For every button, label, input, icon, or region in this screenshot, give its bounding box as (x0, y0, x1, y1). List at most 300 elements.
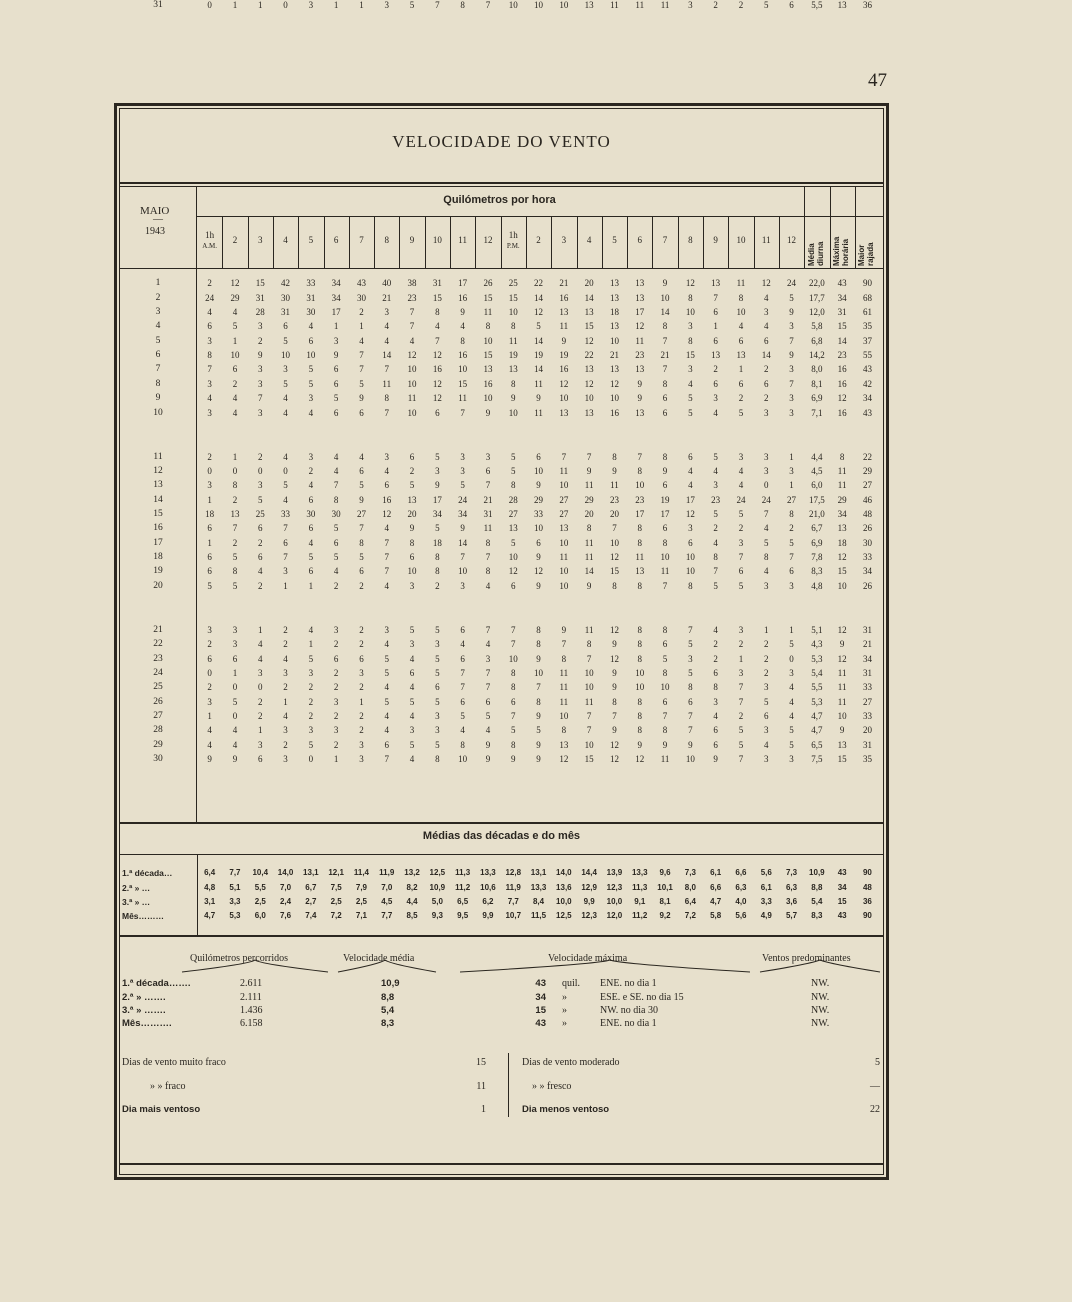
cell-value: 8 (637, 523, 642, 533)
cell-value: 3 (688, 654, 693, 664)
summary-desc: ENE. no dia 1 (600, 1018, 657, 1029)
cell-value: 3 (435, 639, 440, 649)
cell-value: 5 (384, 697, 389, 707)
cell-value: 9 (511, 393, 516, 403)
cell-value: 9 (536, 754, 541, 764)
days-left-value: 1 (481, 1104, 486, 1115)
decade-value: 6,6 (735, 868, 747, 877)
cell-value: 13 (609, 321, 619, 331)
decade-value: 7,7 (381, 911, 393, 920)
cell-value: 8 (460, 740, 465, 750)
cell-value: 11 (736, 278, 746, 288)
cell-value: 7 (283, 552, 288, 562)
cell-value: 6 (333, 364, 339, 374)
cell-value: 30 (281, 293, 291, 303)
cell-value: 14 (761, 350, 771, 360)
cell-value: 10 (508, 654, 518, 664)
cell-value: 27 (356, 509, 366, 519)
cell-value: 24 (458, 495, 468, 505)
summary-vento: NW. (811, 1018, 830, 1029)
hour-header: 2 (232, 235, 238, 245)
rule (119, 935, 884, 937)
summary-vmedia: 8,3 (381, 1018, 395, 1029)
cell-value: 9 (612, 725, 617, 735)
cell-value: 3 (764, 307, 769, 317)
cell-value: 24 (761, 495, 771, 505)
cell-value: 3 (713, 480, 718, 490)
cell-value: 4,7 (811, 725, 823, 735)
cell-value: 7 (789, 336, 794, 346)
cell-value: 4 (283, 654, 288, 664)
cell-value: 21 (660, 350, 670, 360)
cell-value: 4 (283, 393, 288, 403)
cell-value: 29 (837, 495, 847, 505)
cell-value: 6 (232, 364, 238, 374)
cell-value: 10 (685, 566, 695, 576)
cell-value: 8 (511, 668, 516, 678)
cell-value: 5 (460, 480, 465, 490)
cell-value: 26 (862, 523, 872, 533)
cell-value: 6 (333, 654, 339, 664)
decade-value: 4,8 (204, 883, 216, 892)
cell-value: 13 (609, 293, 619, 303)
hour-header: 1h (508, 230, 518, 240)
decade-value: 12,5 (429, 868, 446, 877)
cell-value: 5 (789, 293, 794, 303)
cell-value: 14 (382, 350, 392, 360)
cell-value: 15 (685, 350, 695, 360)
cell-value: 12 (685, 509, 695, 519)
cell-value: 2 (333, 740, 339, 750)
decade-value: 5,5 (254, 883, 266, 892)
cell-value: 8 (637, 654, 642, 664)
cell-value: 3 (713, 393, 718, 403)
extra-header (807, 218, 827, 266)
cell-value: 12 (534, 307, 544, 317)
cell-value: 7 (384, 364, 389, 374)
decade-value: 10,9 (809, 868, 825, 877)
cell-value: 4 (485, 639, 491, 649)
cell-value: 10 (458, 754, 468, 764)
summary-vmedia-header: Velocidade média (343, 953, 415, 964)
cell-value: 10 (559, 480, 569, 490)
hour-header: 11 (761, 235, 771, 245)
cell-value: 3 (409, 725, 415, 735)
cell-value: 15 (508, 293, 518, 303)
cell-value: 4 (308, 480, 314, 490)
cell-value: 16 (559, 293, 569, 303)
cell-value: 3 (738, 668, 744, 678)
cell-value: 13 (837, 740, 847, 750)
cell-value: 4 (688, 466, 693, 476)
cell-value: 5 (409, 697, 415, 707)
cell-value: 4 (258, 566, 263, 576)
cell-value: 13 (584, 408, 594, 418)
cell-value: 7 (359, 364, 364, 374)
cell-value: 13 (559, 307, 569, 317)
cell-value: 4 (789, 697, 794, 707)
cell-value: 48 (862, 509, 872, 519)
cell-value: 6 (662, 639, 668, 649)
decade-value: 10,7 (505, 911, 522, 920)
cell-value: 11 (837, 466, 847, 476)
cell-value: 8 (460, 336, 465, 346)
cell-value: 20 (584, 509, 594, 519)
cell-value: 7 (713, 566, 718, 576)
cell-value: 16 (458, 350, 468, 360)
cell-value: 8 (612, 452, 617, 462)
decade-value: 5,1 (229, 883, 241, 892)
cell-value: 4 (713, 711, 718, 721)
summary-vmedia: 5,4 (381, 1005, 395, 1016)
cell-value: 8 (662, 668, 668, 678)
cell-value: 13 (736, 350, 746, 360)
cell-value: 0 (283, 0, 288, 10)
cell-value: 9 (789, 307, 794, 317)
cell-value: 2 (333, 711, 339, 721)
decade-value: 11,4 (353, 868, 369, 877)
cell-value: 13 (609, 278, 619, 288)
cell-value: 5 (688, 408, 693, 418)
cell-value: 26 (862, 581, 872, 591)
cell-value: 8 (637, 697, 642, 707)
cell-value: 7,8 (811, 552, 823, 562)
summary-label: 1.ª década……. (122, 978, 191, 989)
cell-value: 5 (283, 336, 288, 346)
cell-value: 7 (561, 452, 567, 462)
cell-value: 3 (258, 480, 263, 490)
cell-value: 2 (359, 682, 364, 692)
decade-value: 7,5 (330, 883, 342, 892)
row-day: 8 (155, 379, 161, 389)
row-day: 28 (153, 725, 163, 735)
decade-value: 4,9 (760, 911, 772, 920)
cell-value: 13 (609, 364, 619, 374)
cell-value: 12 (559, 379, 569, 389)
cell-value: 12 (837, 625, 847, 635)
decade-value: 2,5 (330, 897, 342, 906)
cell-value: 34 (432, 509, 442, 519)
cell-value: 14 (534, 336, 544, 346)
cell-value: 4 (333, 566, 339, 576)
cell-value: 4 (283, 711, 288, 721)
cell-value: 4 (207, 740, 212, 750)
cell-value: 2 (738, 393, 744, 403)
decade-value: 5,6 (735, 911, 747, 920)
cell-value: 3 (308, 0, 314, 10)
cell-value: 2 (713, 654, 718, 664)
cell-value: 31 (862, 625, 872, 635)
cell-value: 11 (559, 552, 569, 562)
decade-value: 43 (837, 911, 847, 920)
cell-value: 3 (789, 754, 794, 764)
summary-vmedia: 8,8 (381, 992, 395, 1003)
cell-value: 3 (789, 668, 794, 678)
cell-value: 22 (584, 350, 594, 360)
cell-value: 3 (333, 725, 339, 735)
cell-value: 6 (308, 495, 314, 505)
cell-value: 19 (559, 350, 569, 360)
cell-value: 5 (738, 408, 744, 418)
cell-value: 3 (460, 581, 465, 591)
cell-value: 7 (713, 293, 718, 303)
summary-vmax: 15 (535, 1005, 546, 1016)
cell-value: 10 (635, 682, 645, 692)
cell-value: 8 (485, 538, 491, 548)
cell-value: 20 (407, 509, 417, 519)
decade-value: 9,9 (482, 911, 494, 920)
cell-value: 12 (761, 278, 771, 288)
cell-value: 2 (258, 336, 263, 346)
cell-value: 7 (586, 654, 592, 664)
cell-value: 10 (635, 480, 645, 490)
days-left-value: 11 (476, 1081, 486, 1092)
decade-value: 7,0 (381, 883, 393, 892)
cell-value: 3 (308, 725, 314, 735)
decade-value: 43 (837, 868, 847, 877)
cell-value: 6 (308, 523, 314, 533)
days-left-value: 15 (476, 1057, 486, 1068)
cell-value: 2 (764, 668, 769, 678)
cell-value: 7 (662, 711, 668, 721)
cell-value: 2 (207, 452, 212, 462)
cell-value: 43 (356, 278, 366, 288)
cell-value: 2 (359, 581, 364, 591)
hour-header: 5 (308, 235, 314, 245)
cell-value: 9 (485, 754, 491, 764)
hour-header: 8 (688, 235, 693, 245)
cell-value: 10 (306, 350, 316, 360)
cell-value: 11 (660, 0, 670, 10)
cell-value: 1 (333, 0, 339, 10)
cell-value: 3 (688, 364, 693, 374)
summary-km: 6.158 (240, 1018, 263, 1029)
cell-value: 0 (207, 668, 212, 678)
cell-value: 4 (359, 452, 364, 462)
cell-value: 4 (409, 711, 415, 721)
summary-label: 3.ª » ……. (122, 1005, 166, 1016)
cell-value: 6 (662, 523, 668, 533)
cell-value: 6 (688, 452, 693, 462)
cell-value: 13 (230, 509, 240, 519)
cell-value: 6 (536, 538, 541, 548)
cell-value: 5 (409, 480, 415, 490)
cell-value: 5,3 (811, 654, 823, 664)
rule (804, 186, 805, 268)
cell-value: 12 (635, 754, 645, 764)
cell-value: 43 (862, 408, 872, 418)
decade-value: 12,5 (556, 911, 572, 920)
cell-value: 8 (637, 639, 642, 649)
cell-value: 33 (862, 711, 872, 721)
decade-value: 14,0 (556, 868, 572, 877)
cell-value: 2 (207, 682, 212, 692)
cell-value: 9 (536, 740, 541, 750)
cell-value: 23 (635, 350, 645, 360)
row-day: 30 (153, 754, 163, 764)
cell-value: 12 (432, 379, 442, 389)
cell-value: 13 (483, 364, 493, 374)
cell-value: 5 (511, 725, 516, 735)
cell-value: 21 (382, 293, 392, 303)
cell-value: 7 (359, 523, 364, 533)
decade-value: 4,5 (381, 897, 393, 906)
cell-value: 2 (232, 538, 238, 548)
cell-value: 5 (789, 639, 794, 649)
row-day: 13 (153, 480, 163, 490)
cell-value: 8 (333, 495, 339, 505)
rule (855, 186, 856, 268)
decade-value: 6,4 (204, 868, 216, 877)
cell-value: 13 (635, 566, 645, 576)
cell-value: 10 (230, 350, 240, 360)
cell-value: 3 (207, 379, 212, 389)
cell-value: 7 (435, 336, 440, 346)
decade-value: 15 (837, 897, 847, 906)
cell-value: 6 (359, 566, 364, 576)
cell-value: 6 (283, 321, 288, 331)
row-day: 16 (153, 523, 163, 533)
cell-value: 8 (688, 293, 693, 303)
cell-value: 12 (559, 754, 569, 764)
decade-value: 12,1 (328, 868, 344, 877)
cell-value: 9 (258, 350, 263, 360)
cell-value: 11 (559, 321, 569, 331)
cell-value: 30 (331, 509, 341, 519)
cell-value: 3 (308, 452, 314, 462)
cell-value: 1 (359, 0, 364, 10)
cell-value: 13 (584, 364, 594, 374)
decade-value: 7,1 (355, 911, 367, 920)
cell-value: 10 (458, 566, 468, 576)
decade-value: 13,2 (404, 868, 420, 877)
cell-value: 4 (308, 538, 314, 548)
cell-value: 7 (485, 0, 491, 10)
cell-value: 5 (384, 668, 389, 678)
cell-value: 4 (409, 682, 415, 692)
cell-value: 3 (789, 581, 794, 591)
cell-value: 9 (333, 350, 339, 360)
cell-value: 9 (586, 581, 592, 591)
cell-value: 9 (536, 552, 541, 562)
decade-value: 14,0 (277, 868, 294, 877)
cell-value: 1 (738, 364, 744, 374)
cell-value: 18 (432, 538, 442, 548)
cell-value: 3 (384, 307, 389, 317)
cell-value: 5 (333, 393, 339, 403)
cell-value: 9 (662, 278, 668, 288)
decade-value: 13,9 (606, 868, 623, 877)
cell-value: 29 (534, 495, 544, 505)
cell-value: 4 (283, 408, 288, 418)
cell-value: 3 (688, 523, 693, 533)
cell-value: 9 (536, 480, 541, 490)
cell-value: 5 (258, 495, 263, 505)
cell-value: 6 (764, 711, 769, 721)
cell-value: 12 (508, 566, 518, 576)
cell-value: 12 (382, 509, 392, 519)
cell-value: 6 (713, 740, 718, 750)
cell-value: 6 (435, 682, 440, 692)
cell-value: 5 (435, 740, 440, 750)
cell-value: 6 (738, 566, 744, 576)
cell-value: 17 (635, 307, 645, 317)
cell-value: 21 (609, 350, 619, 360)
cell-value: 11 (584, 625, 594, 635)
cell-value: 10 (407, 408, 417, 418)
cell-value: 4 (764, 523, 769, 533)
rule (197, 854, 198, 935)
cell-value: 6,8 (811, 336, 823, 346)
cell-value: 8,0 (811, 364, 823, 374)
decade-value: 6,4 (684, 897, 696, 906)
cell-value: 8 (435, 754, 440, 764)
cell-value: 18 (837, 538, 847, 548)
hour-header: 7 (359, 235, 364, 245)
cell-value: 14 (584, 293, 594, 303)
cell-value: 6 (789, 566, 794, 576)
cell-value: 3 (333, 697, 339, 707)
cell-value: 4 (384, 466, 389, 476)
cell-value: 3 (789, 321, 794, 331)
cell-value: 9 (536, 711, 541, 721)
cell-value: 34 (458, 509, 468, 519)
cell-value: 11 (382, 379, 392, 389)
cell-value: 5 (764, 697, 769, 707)
cell-value: 12 (432, 393, 442, 403)
cell-value: 3 (485, 654, 491, 664)
cell-value: 5 (435, 654, 440, 664)
cell-value: 5,4 (811, 668, 823, 678)
cell-value: 5 (232, 581, 238, 591)
cell-value: 10 (534, 668, 544, 678)
cell-value: 2 (738, 523, 744, 533)
cell-value: 7 (258, 393, 263, 403)
cell-value: 6 (207, 321, 212, 331)
cell-value: 4 (333, 466, 339, 476)
cell-value: 5 (435, 697, 440, 707)
days-right-label: » » fresco (532, 1081, 572, 1092)
cell-value: 12 (609, 625, 619, 635)
cell-value: 3 (384, 0, 389, 10)
cell-value: 5 (359, 480, 364, 490)
cell-value: 3 (384, 452, 389, 462)
cell-value: 8,3 (811, 566, 823, 576)
cell-value: 1 (308, 581, 314, 591)
cell-value: 29 (230, 293, 240, 303)
cell-value: 8 (536, 625, 541, 635)
cell-value: 5,5 (811, 682, 823, 692)
cell-value: 17 (660, 509, 670, 519)
cell-value: 10 (837, 581, 847, 591)
cell-value: 9 (232, 754, 238, 764)
decade-value: 6,0 (254, 911, 266, 920)
cell-value: 3 (764, 452, 769, 462)
decade-value: 4,4 (406, 897, 418, 906)
row-day: 15 (153, 509, 163, 519)
cell-value: 3 (283, 725, 288, 735)
cell-value: 8 (359, 538, 364, 548)
cell-value: 1 (308, 639, 314, 649)
cell-value: 3 (738, 625, 744, 635)
cell-value: 8 (713, 682, 718, 692)
cell-value: 11 (407, 393, 417, 403)
cell-value: 3 (485, 452, 491, 462)
cell-value: 37 (862, 336, 872, 346)
cell-value: 13 (635, 408, 645, 418)
cell-value: 4 (308, 408, 314, 418)
cell-value: 15 (483, 293, 493, 303)
